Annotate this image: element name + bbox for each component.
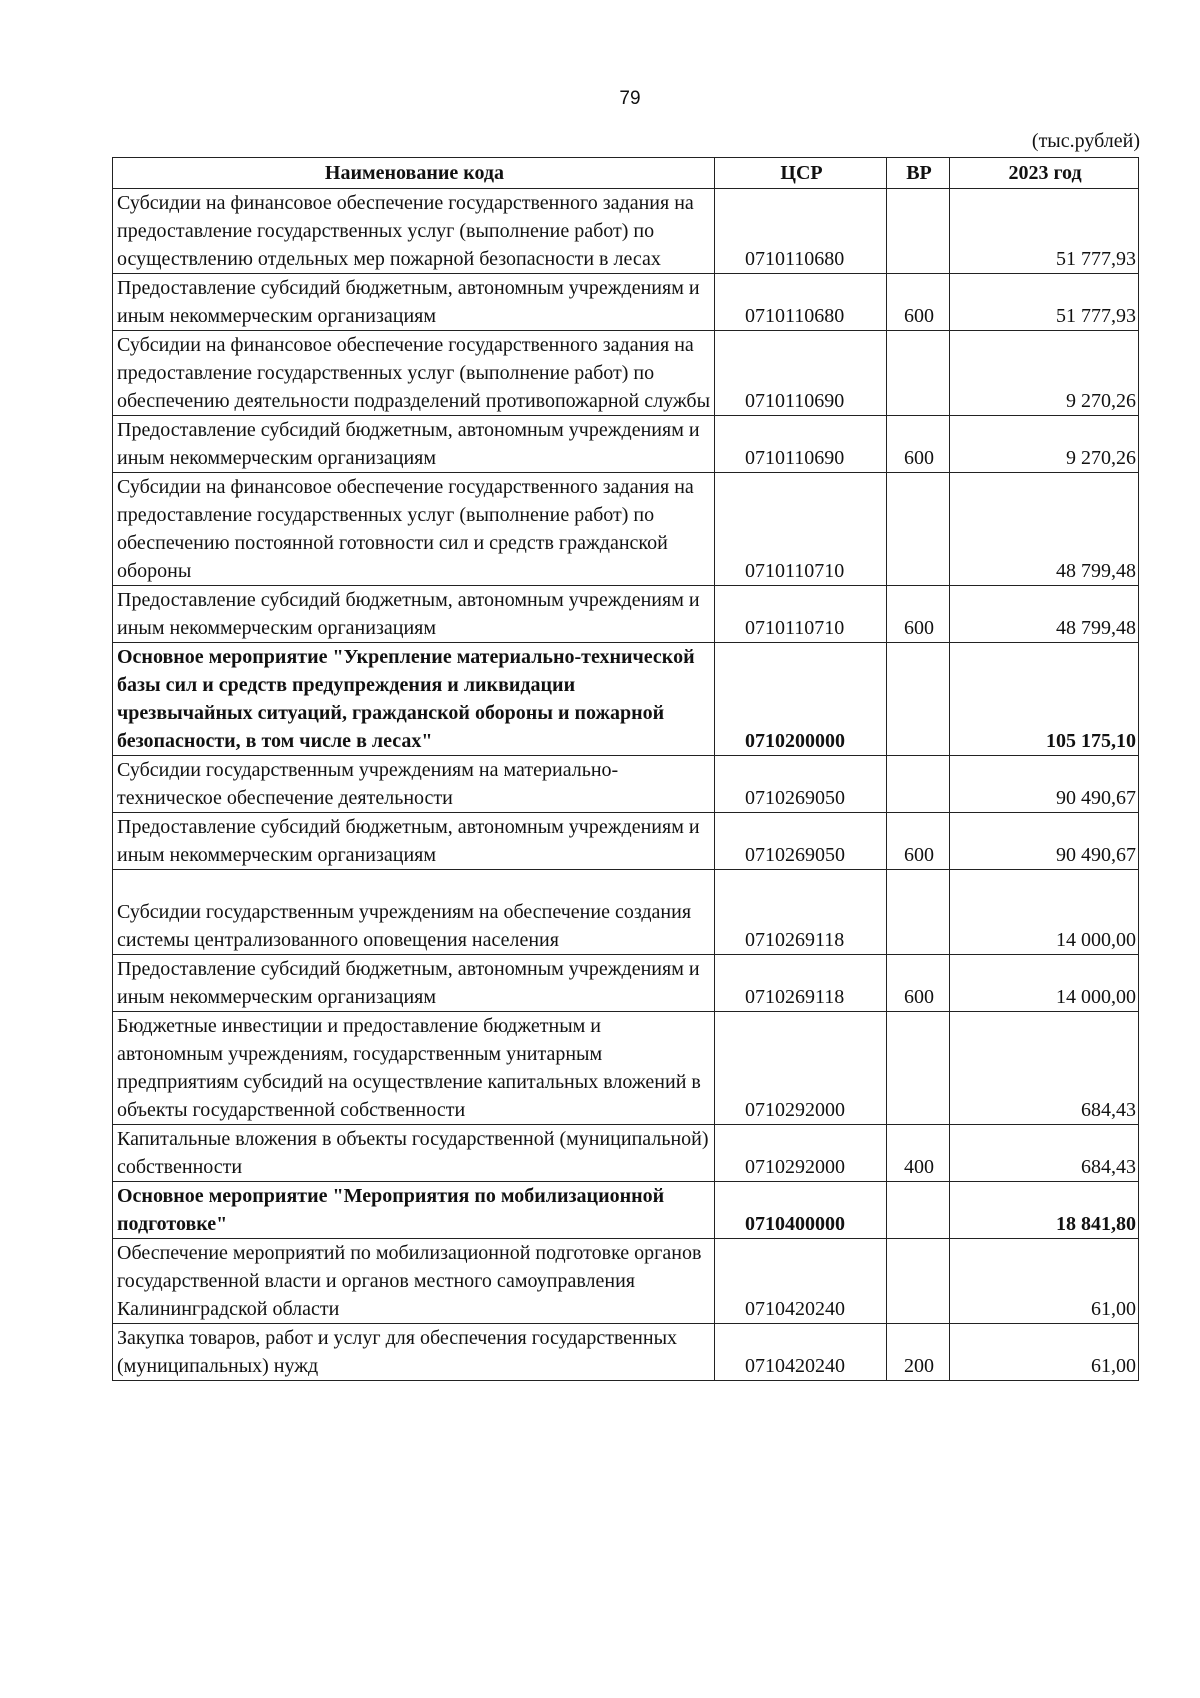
cell-name: Субсидии государственным учреждениям на материально-техническое обеспечение деятельности xyxy=(113,756,715,813)
cell-name: Субсидии на финансовое обеспечение государственного задания на предоставление государственных услуг (выполнение работ) по осуществлению отдельных мер пожарной безопасности в лесах xyxy=(113,189,715,274)
header-vr: ВР xyxy=(887,158,950,189)
cell-csr: 0710400000 xyxy=(715,1182,887,1239)
cell-vr: 200 xyxy=(887,1324,950,1381)
table-row xyxy=(113,1182,1139,1239)
cell-csr: 0710292000 xyxy=(715,1125,887,1182)
cell-vr: 600 xyxy=(887,416,950,473)
table-row xyxy=(113,416,1139,473)
table-header-row xyxy=(113,158,1139,189)
table-row xyxy=(113,756,1139,813)
cell-csr: 0710269050 xyxy=(715,813,887,870)
cell-csr: 0710110690 xyxy=(715,416,887,473)
cell-csr: 0710110680 xyxy=(715,274,887,331)
cell-csr: 0710292000 xyxy=(715,1012,887,1125)
header-name: Наименование кода xyxy=(113,158,715,189)
cell-csr: 0710269050 xyxy=(715,756,887,813)
cell-vr: 600 xyxy=(887,955,950,1012)
cell-amount: 51 777,93 xyxy=(950,189,1139,274)
cell-amount: 684,43 xyxy=(950,1012,1139,1125)
cell-vr xyxy=(887,643,950,756)
cell-name: Предоставление субсидий бюджетным, автономным учреждениям и иным некоммерческим организациям xyxy=(113,586,715,643)
header-year: 2023 год xyxy=(950,158,1139,189)
cell-vr: 600 xyxy=(887,274,950,331)
table-body xyxy=(113,189,1139,1381)
units-label: (тыс.рублей) xyxy=(1031,130,1140,152)
table-row xyxy=(113,1125,1139,1182)
cell-vr: 600 xyxy=(887,586,950,643)
cell-vr xyxy=(887,1012,950,1125)
cell-amount: 105 175,10 xyxy=(950,643,1139,756)
cell-name: Основное мероприятие "Мероприятия по мобилизационной подготовке" xyxy=(113,1182,715,1239)
cell-amount: 48 799,48 xyxy=(950,473,1139,586)
cell-vr xyxy=(887,756,950,813)
cell-name: Субсидии на финансовое обеспечение государственного задания на предоставление государственных услуг (выполнение работ) по обеспечению постоянной готовности сил и средств гражданской обороны xyxy=(113,473,715,586)
cell-amount: 90 490,67 xyxy=(950,756,1139,813)
cell-name: Обеспечение мероприятий по мобилизационной подготовке органов государственной власти и органов местного самоуправления Калининградской области xyxy=(113,1239,715,1324)
table-row xyxy=(113,1239,1139,1324)
cell-name: Субсидии государственным учреждениям на обеспечение создания системы централизованного оповещения населения xyxy=(113,870,715,955)
table-row xyxy=(113,274,1139,331)
cell-vr xyxy=(887,1239,950,1324)
table-row xyxy=(113,331,1139,416)
cell-vr xyxy=(887,1182,950,1239)
cell-amount: 90 490,67 xyxy=(950,813,1139,870)
cell-csr: 0710110680 xyxy=(715,189,887,274)
cell-amount: 684,43 xyxy=(950,1125,1139,1182)
cell-name: Бюджетные инвестиции и предоставление бюджетным и автономным учреждениям, государственным унитарным предприятиям субсидий на осуществление капитальных вложений в объекты государственной собственности xyxy=(113,1012,715,1125)
cell-csr: 0710269118 xyxy=(715,870,887,955)
header-csr: ЦСР xyxy=(715,158,887,189)
table-row xyxy=(113,189,1139,274)
table-row xyxy=(113,1012,1139,1125)
cell-name: Предоставление субсидий бюджетным, автономным учреждениям и иным некоммерческим организациям xyxy=(113,416,715,473)
page-number: 79 xyxy=(619,88,641,109)
cell-amount: 14 000,00 xyxy=(950,870,1139,955)
cell-amount: 48 799,48 xyxy=(950,586,1139,643)
cell-vr xyxy=(887,870,950,955)
cell-name: Закупка товаров, работ и услуг для обеспечения государственных (муниципальных) нужд xyxy=(113,1324,715,1381)
cell-amount: 9 270,26 xyxy=(950,416,1139,473)
cell-vr: 400 xyxy=(887,1125,950,1182)
cell-vr xyxy=(887,331,950,416)
cell-csr: 0710110690 xyxy=(715,331,887,416)
cell-amount: 18 841,80 xyxy=(950,1182,1139,1239)
cell-csr: 0710110710 xyxy=(715,586,887,643)
cell-vr xyxy=(887,473,950,586)
cell-amount: 61,00 xyxy=(950,1324,1139,1381)
cell-csr: 0710110710 xyxy=(715,473,887,586)
table-row xyxy=(113,473,1139,586)
cell-name: Предоставление субсидий бюджетным, автономным учреждениям и иным некоммерческим организациям xyxy=(113,813,715,870)
cell-csr: 0710420240 xyxy=(715,1239,887,1324)
table-row xyxy=(113,955,1139,1012)
table-row xyxy=(113,643,1139,756)
cell-name: Предоставление субсидий бюджетным, автономным учреждениям и иным некоммерческим организациям xyxy=(113,955,715,1012)
cell-csr: 0710420240 xyxy=(715,1324,887,1381)
cell-vr: 600 xyxy=(887,813,950,870)
cell-csr: 0710269118 xyxy=(715,955,887,1012)
cell-name: Капитальные вложения в объекты государственной (муниципальной) собственности xyxy=(113,1125,715,1182)
cell-name: Субсидии на финансовое обеспечение государственного задания на предоставление государственных услуг (выполнение работ) по обеспечению деятельности подразделений противопожарной службы xyxy=(113,331,715,416)
cell-amount: 9 270,26 xyxy=(950,331,1139,416)
table-row xyxy=(113,813,1139,870)
cell-vr xyxy=(887,189,950,274)
budget-table xyxy=(112,157,1139,1381)
cell-name: Предоставление субсидий бюджетным, автономным учреждениям и иным некоммерческим организациям xyxy=(113,274,715,331)
cell-amount: 61,00 xyxy=(950,1239,1139,1324)
table-row xyxy=(113,586,1139,643)
cell-csr: 0710200000 xyxy=(715,643,887,756)
table-row xyxy=(113,1324,1139,1381)
cell-amount: 14 000,00 xyxy=(950,955,1139,1012)
cell-amount: 51 777,93 xyxy=(950,274,1139,331)
table-row xyxy=(113,870,1139,955)
cell-name: Основное мероприятие "Укрепление материально-технической базы сил и средств предупреждения и ликвидации чрезвычайных ситуаций, гражданской обороны и пожарной безопасности, в том числе в лесах" xyxy=(113,643,715,756)
